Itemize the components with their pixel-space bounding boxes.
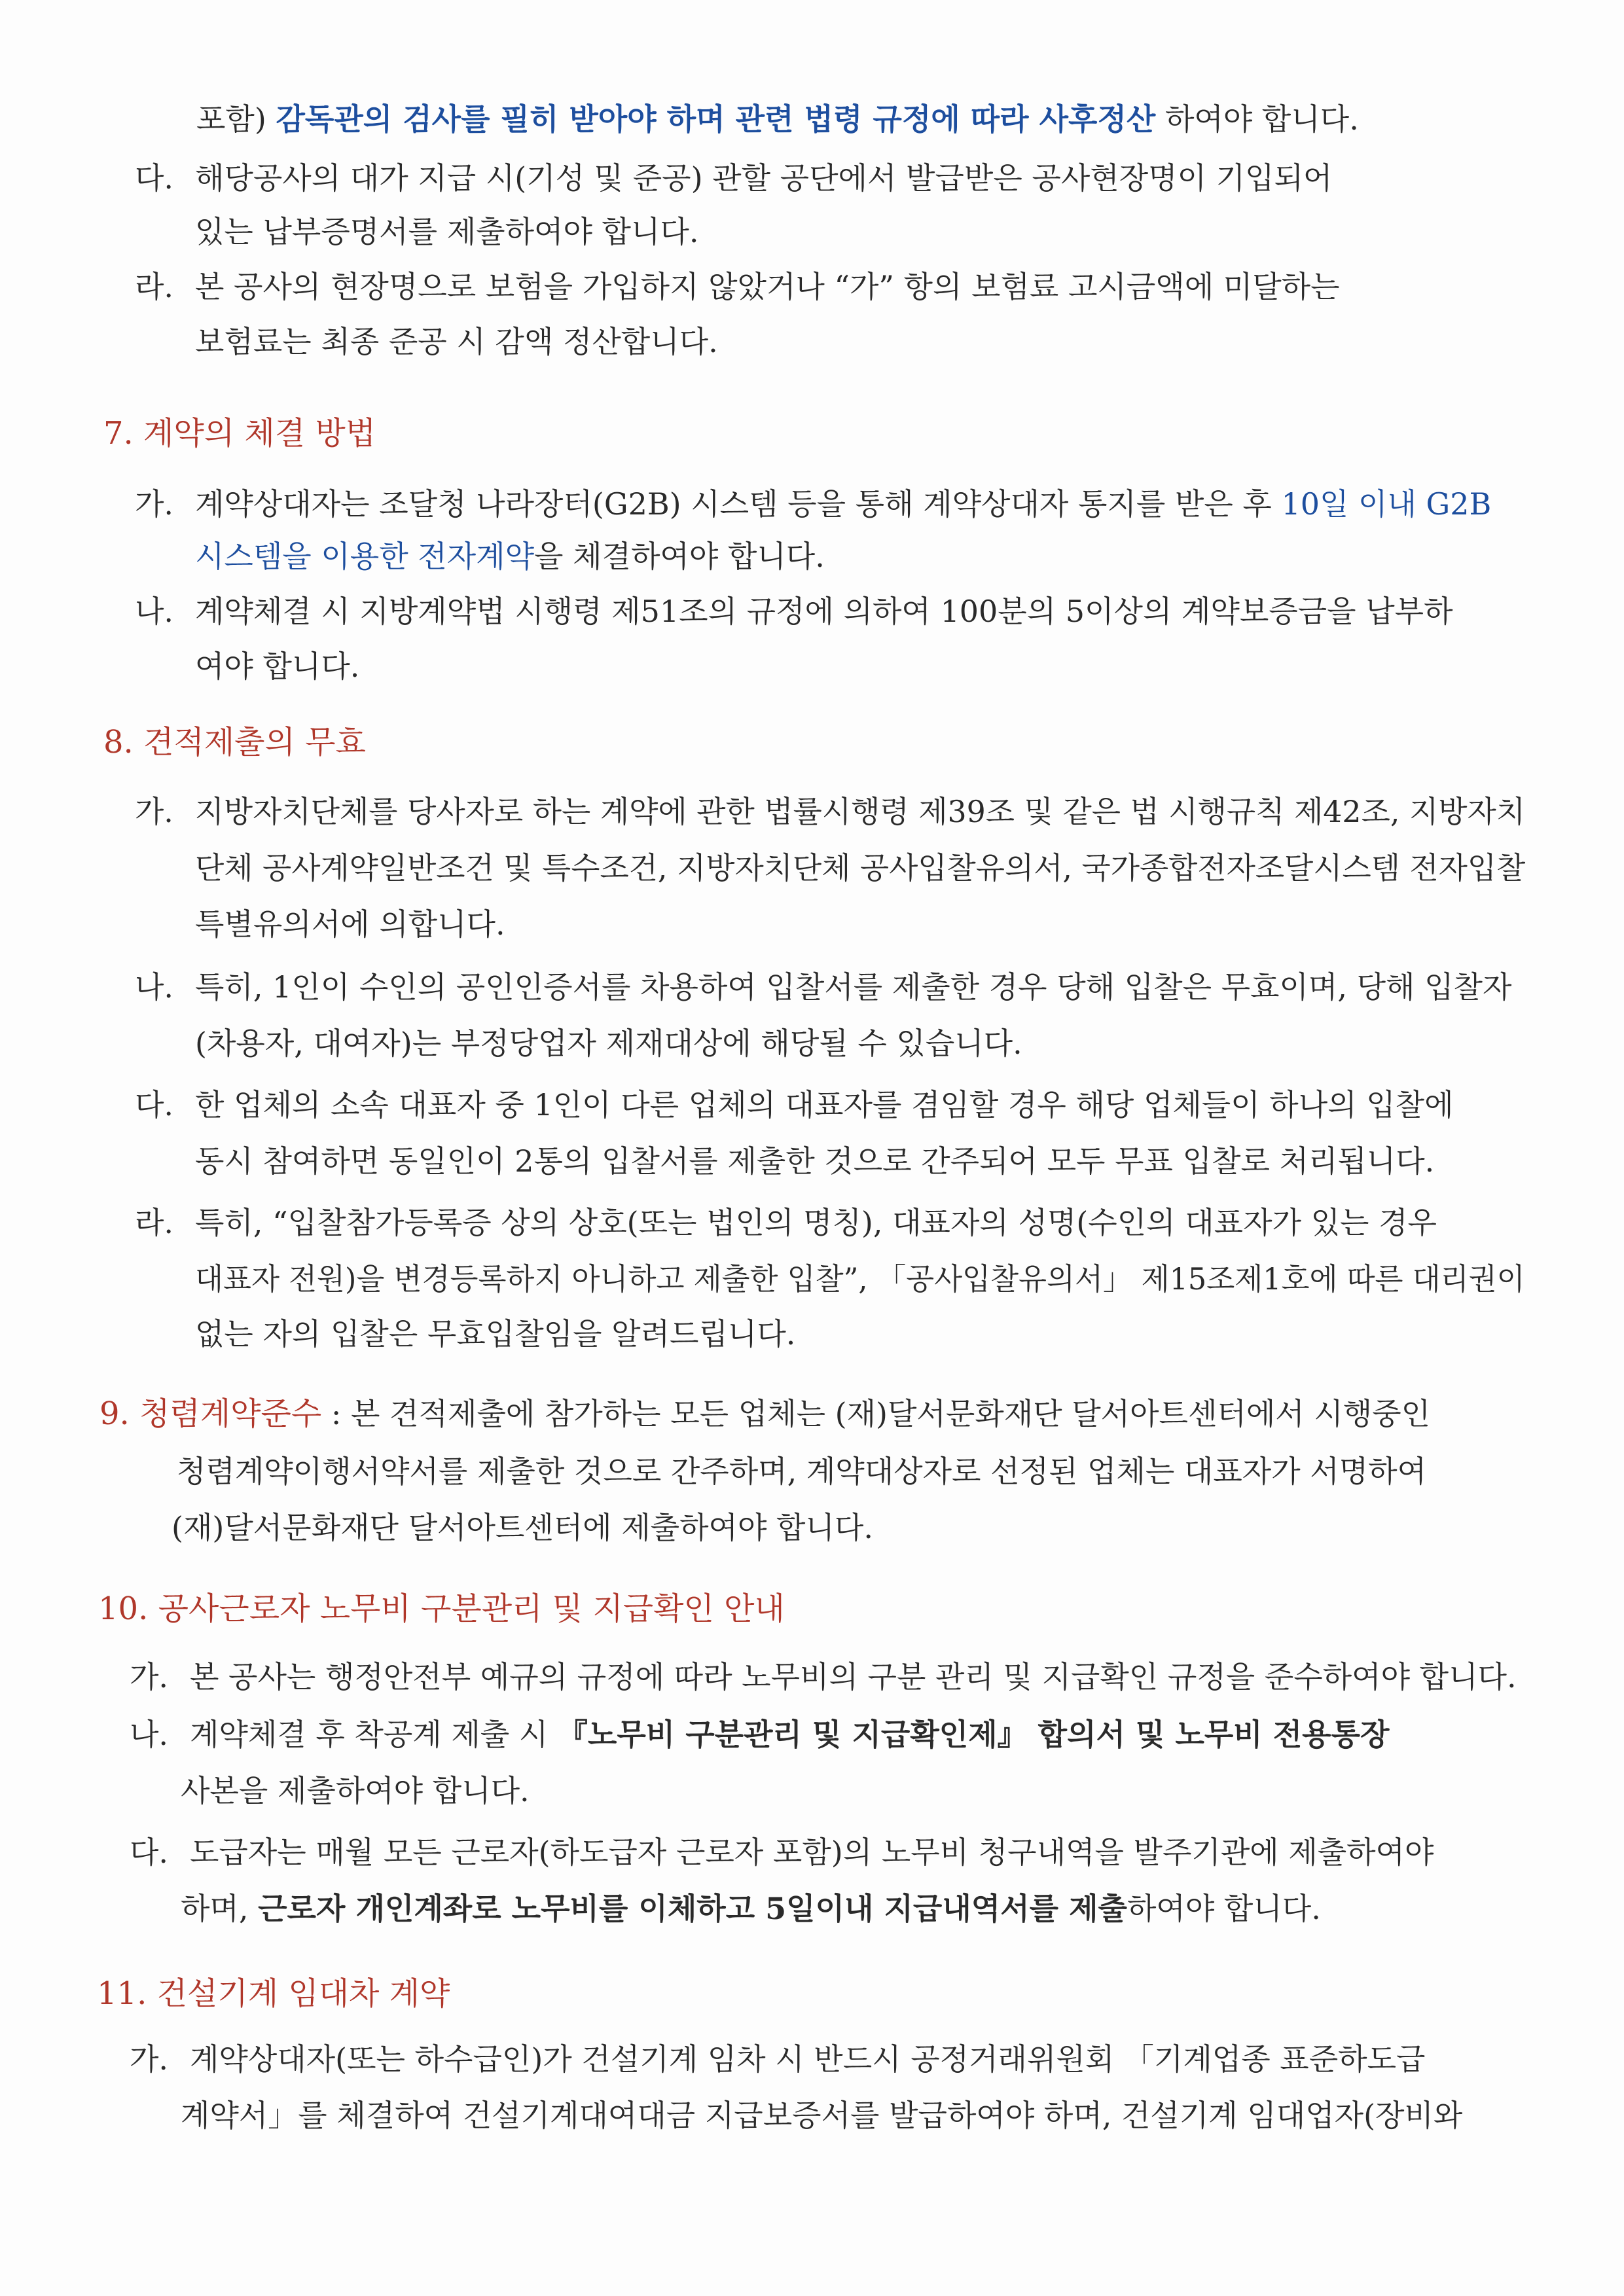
list-marker: 나. bbox=[135, 969, 174, 1005]
list-marker: 가. bbox=[135, 486, 174, 522]
highlight-text: 감독관의 검사를 필히 받아야 하며 관련 법령 규정에 따라 사후정산 bbox=[276, 101, 1156, 137]
text-span: 계약상대자(또는 하수급인)가 건설기계 임차 시 반드시 공정거래위원회 「기계업종 표준하도급 bbox=[190, 2041, 1426, 2077]
list-marker: 라. bbox=[135, 269, 174, 304]
text-span: 단체 공사계약일반조건 및 특수조건, 지방자치단체 공사입찰유의서, 국가종합전자조달시스템 전자입찰 bbox=[195, 850, 1526, 886]
text-span: 특별유의서에 의합니다. bbox=[195, 906, 505, 942]
list-marker: 다. bbox=[130, 1835, 169, 1870]
text-span: 계약체결 시 지방계약법 시행령 제51조의 규정에 의하여 100분의 5이상의 계약보증금을 납부하 bbox=[195, 594, 1453, 629]
text-span: 있는 납부증명서를 제출하여야 합니다. bbox=[195, 214, 699, 249]
text-line bbox=[181, 1890, 1321, 1927]
list-item-da bbox=[135, 160, 1332, 196]
section-9-line bbox=[99, 1395, 1430, 1432]
list-marker: 다. bbox=[135, 160, 174, 196]
text-line bbox=[195, 1143, 1434, 1179]
bold-text: 근로자 개인계좌로 노무비를 이체하고 5일이내 지급내역서를 제출 bbox=[258, 1891, 1127, 1926]
text-span: 청렴계약이행서약서를 제출한 것으로 간주하며, 계약대상자로 선정된 업체는 대표자가 서명하여 bbox=[177, 1454, 1427, 1489]
bold-text: 『노무비 구분관리 및 지급확인제』 합의서 및 노무비 전용통장 bbox=[557, 1717, 1390, 1752]
list-marker: 나. bbox=[130, 1717, 169, 1752]
text-span: 한 업체의 소속 대표자 중 1인이 다른 업체의 대표자를 겸임할 경우 해당 업체들이 하나의 입찰에 bbox=[195, 1087, 1454, 1122]
text-line bbox=[177, 1453, 1426, 1490]
list-item-ra bbox=[135, 1204, 1437, 1241]
text-span: 없는 자의 입찰은 무효입찰임을 알려드립니다. bbox=[195, 1316, 796, 1352]
list-item-ga bbox=[130, 2041, 1425, 2077]
text-span: 대표자 전원)을 변경등록하지 아니하고 제출한 입찰”, 「공사입찰유의서」 제15조제1호에 따른 대리권이 bbox=[195, 1261, 1525, 1297]
highlight-text: 시스템을 이용한 전자계약 bbox=[195, 539, 535, 574]
text-span: 계약체결 후 착공계 제출 시 bbox=[190, 1717, 558, 1752]
text-line bbox=[195, 538, 825, 575]
section-heading-7: 7. 계약의 체결 방법 bbox=[103, 415, 376, 452]
list-item-ga bbox=[130, 1659, 1517, 1695]
text-line bbox=[195, 850, 1525, 886]
list-marker: 가. bbox=[130, 2041, 169, 2077]
text-span: 하여야 합니다. bbox=[1127, 1891, 1321, 1926]
list-marker: 가. bbox=[135, 794, 173, 829]
text-span: 특히, 1인이 수인의 공인인증서를 차용하여 입찰서를 제출한 경우 당해 입찰은 무효이며, 당해 입찰자 bbox=[195, 969, 1512, 1005]
text-span: 계약상대자는 조달청 나라장터(G2B) 시스템 등을 통해 계약상대자 통지를 받은 후 bbox=[195, 486, 1282, 522]
text-span: 도급자는 매월 모든 근로자(하도급자 근로자 포함)의 노무비 청구내역을 발주기관에 제출하여야 bbox=[190, 1835, 1434, 1870]
text-span: 여야 합니다. bbox=[195, 649, 360, 684]
text-span: 특히, “입찰참가등록증 상의 상호(또는 법인의 명칭), 대표자의 성명(수인의 대표자가 있는 경우 bbox=[195, 1205, 1437, 1240]
section-heading-11: 11. 건설기계 임대차 계약 bbox=[97, 1975, 450, 2012]
text-line bbox=[181, 1772, 530, 1809]
text-span: 본 공사의 현장명으로 보험을 가입하지 않았거나 “가” 항의 보험료 고시금액에 미달하는 bbox=[195, 269, 1340, 304]
text-line bbox=[195, 213, 698, 250]
text-span: 사본을 제출하여야 합니다. bbox=[181, 1773, 530, 1808]
text-line bbox=[195, 648, 359, 685]
list-marker: 가. bbox=[130, 1659, 169, 1695]
text-span: 계약서」를 체결하여 건설기계대여대금 지급보증서를 발급하여야 하며, 건설기계 임대업자(장비와 bbox=[181, 2098, 1463, 2133]
text-line bbox=[195, 323, 718, 360]
text-span: : 본 견적제출에 참가하는 모든 업체는 (재)달서문화재단 달서아트센터에서 시행중인 bbox=[321, 1396, 1431, 1431]
text-line bbox=[171, 1509, 873, 1546]
section-heading-8: 8. 견적제출의 무효 bbox=[103, 724, 366, 761]
list-item-na bbox=[135, 969, 1511, 1005]
text-line bbox=[195, 906, 505, 942]
section-heading-9: 9. 청렴계약준수 bbox=[99, 1395, 322, 1432]
list-marker: 다. bbox=[135, 1087, 174, 1122]
text-line bbox=[195, 1025, 1022, 1062]
list-item-na bbox=[130, 1716, 1390, 1753]
text-line bbox=[181, 2097, 1462, 2134]
text-span: 해당공사의 대가 지급 시(기성 및 준공) 관할 공단에서 발급받은 공사현장명이 기입되어 bbox=[195, 160, 1333, 196]
list-item-ga bbox=[135, 793, 1525, 830]
highlight-text: 10일 이내 G2B bbox=[1281, 486, 1492, 522]
text-line bbox=[196, 101, 1359, 137]
text-span: (재)달서문화재단 달서아트센터에 제출하여야 합니다. bbox=[171, 1510, 873, 1545]
section-heading-10: 10. 공사근로자 노무비 구분관리 및 지급확인 안내 bbox=[98, 1590, 785, 1627]
text-span: 을 체결하여야 합니다. bbox=[534, 539, 825, 574]
list-item-ga bbox=[135, 486, 1491, 522]
text-span: 지방자치단체를 당사자로 하는 계약에 관한 법률시행령 제39조 및 같은 법 시행규칙 제42조, 지방자치 bbox=[194, 794, 1526, 829]
text-line bbox=[195, 1261, 1525, 1297]
list-item-na bbox=[135, 593, 1453, 630]
list-item-da bbox=[135, 1086, 1454, 1123]
text-line bbox=[195, 1316, 795, 1352]
list-marker: 나. bbox=[135, 594, 174, 629]
text-span: 보험료는 최종 준공 시 감액 정산합니다. bbox=[195, 324, 718, 359]
list-item-da bbox=[130, 1834, 1434, 1871]
text-span: 동시 참여하면 동일인이 2통의 입찰서를 제출한 것으로 간주되어 모두 무표 입찰로 처리됩니다. bbox=[195, 1143, 1435, 1179]
list-marker: 라. bbox=[135, 1205, 174, 1240]
text-span: (차용자, 대여자)는 부정당업자 제재대상에 해당될 수 있습니다. bbox=[195, 1026, 1022, 1061]
list-item-ra bbox=[135, 268, 1340, 305]
text-span: 하며, bbox=[181, 1891, 259, 1926]
text-span: 본 공사는 행정안전부 예규의 규정에 따라 노무비의 구분 관리 및 지급확인 규정을 준수하여야 합니다. bbox=[190, 1659, 1517, 1695]
text-span: 포함) bbox=[196, 101, 276, 137]
text-span: 하여야 합니다. bbox=[1155, 101, 1359, 137]
